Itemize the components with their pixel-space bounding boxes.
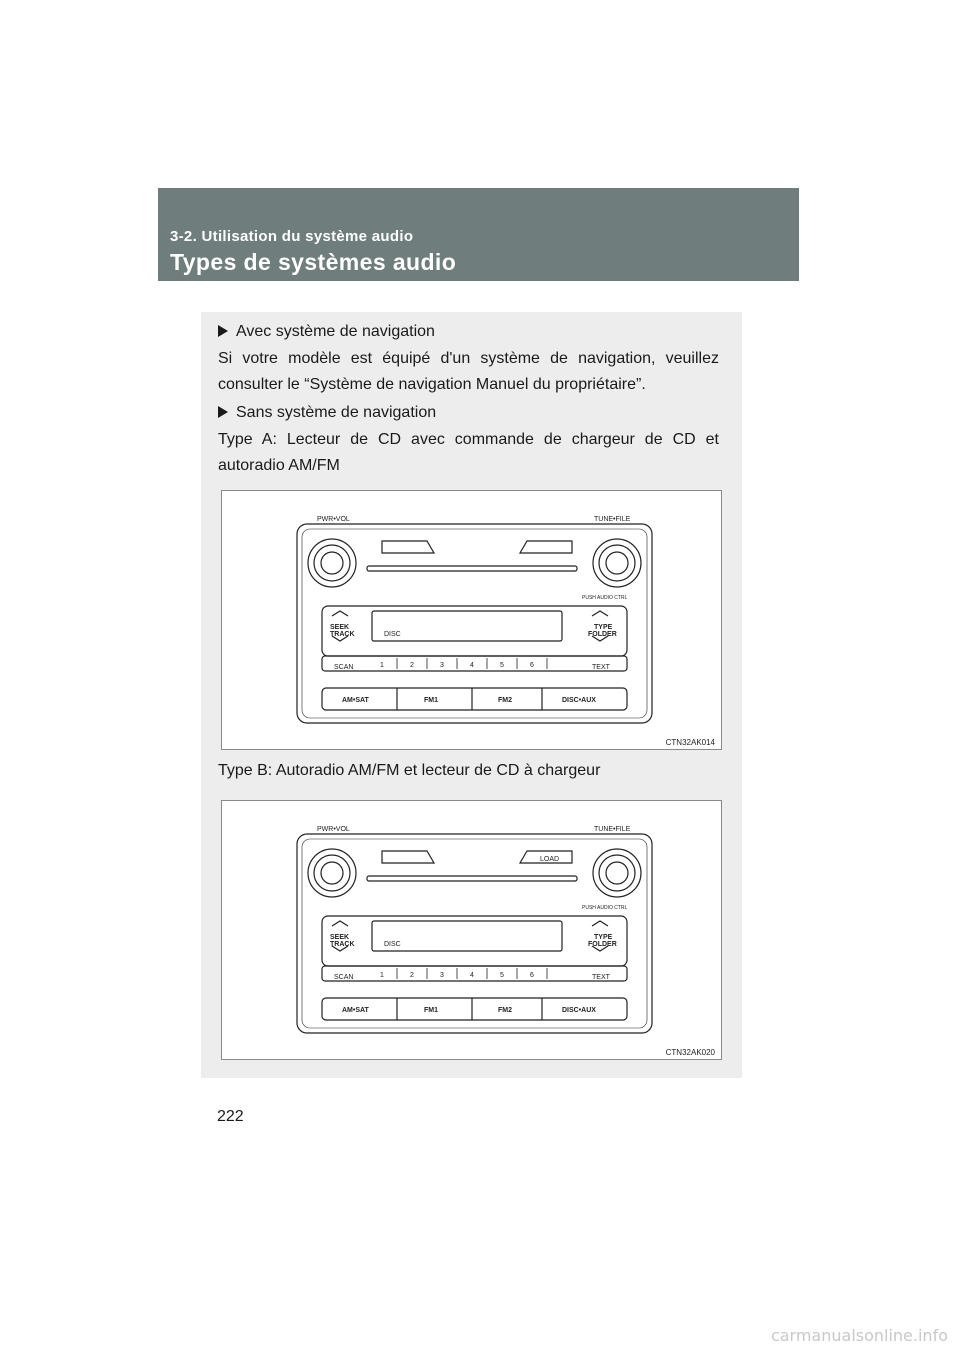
tune-file-label: TUNE•FILE (594, 826, 631, 833)
source-fm1[interactable]: FM1 (424, 697, 438, 704)
section-header (158, 188, 799, 281)
preset-5[interactable]: 5 (500, 972, 504, 979)
tune-file-label: TUNE•FILE (594, 516, 631, 523)
preset-4[interactable]: 4 (470, 662, 474, 669)
push-audio-ctrl-label: PUSH AUDIO CTRL (582, 595, 628, 601)
push-audio-ctrl-label: PUSH AUDIO CTRL (582, 905, 628, 911)
folder-label: FOLDER (588, 631, 617, 638)
scan-label: SCAN (334, 974, 354, 981)
type-label: TYPE (594, 934, 613, 941)
figure-type-b (221, 800, 722, 1060)
audio-unit-type-a-illustration (222, 491, 723, 751)
triangle-bullet-icon (218, 325, 228, 337)
preset-6[interactable]: 6 (530, 662, 534, 669)
source-am-sat[interactable]: AM•SAT (342, 697, 369, 704)
source-disc-aux[interactable]: DISC•AUX (562, 697, 596, 704)
paragraph-navigation: Si votre modèle est équipé d'un système de navigation, veuillez consulter le “Système de navigation Manuel du propriétaire”. (218, 350, 719, 393)
triangle-bullet-icon (218, 406, 228, 418)
scan-label: SCAN (334, 664, 354, 671)
watermark: carmanualsonline.info (770, 1326, 948, 1345)
type-label: TYPE (594, 624, 613, 631)
figure-type-a (221, 490, 722, 750)
text-label: TEXT (592, 664, 610, 671)
track-label: TRACK (330, 631, 355, 638)
disc-label: DISC (384, 631, 401, 638)
source-fm1[interactable]: FM1 (424, 1007, 438, 1014)
disc-label: DISC (384, 941, 401, 948)
text-label: TEXT (592, 974, 610, 981)
preset-1[interactable]: 1 (380, 972, 384, 979)
content-panel (201, 312, 742, 1078)
preset-4[interactable]: 4 (470, 972, 474, 979)
bullet-text: Avec système de navigation (236, 323, 435, 340)
page-title: Types de systèmes audio (170, 249, 457, 275)
preset-6[interactable]: 6 (530, 972, 534, 979)
preset-3[interactable]: 3 (440, 662, 444, 669)
paragraph-type-a: Type A: Lecteur de CD avec commande de chargeur de CD et autoradio AM/FM (218, 431, 719, 474)
page-number: 222 (217, 1108, 244, 1125)
folder-label: FOLDER (588, 941, 617, 948)
bullet-with-navigation (218, 319, 435, 345)
track-label: TRACK (330, 941, 355, 948)
preset-5[interactable]: 5 (500, 662, 504, 669)
seek-label: SEEK (330, 624, 350, 631)
source-am-sat[interactable]: AM•SAT (342, 1007, 369, 1014)
bullet-text: Sans système de navigation (236, 404, 437, 421)
pwr-vol-label: PWR•VOL (317, 826, 350, 833)
bullet-without-navigation (218, 400, 436, 426)
preset-2[interactable]: 2 (410, 972, 414, 979)
section-label: 3-2. Utilisation du système audio (170, 228, 414, 245)
audio-unit-type-b-illustration (222, 801, 723, 1061)
load-button-label[interactable]: LOAD (540, 856, 560, 863)
source-disc-aux[interactable]: DISC•AUX (562, 1007, 596, 1014)
source-fm2[interactable]: FM2 (498, 697, 512, 704)
preset-1[interactable]: 1 (380, 662, 384, 669)
figure-code: CTN32AK014 (665, 738, 715, 747)
preset-3[interactable]: 3 (440, 972, 444, 979)
paragraph-type-b: Type B: Autoradio AM/FM et lecteur de CD à chargeur (218, 762, 601, 779)
pwr-vol-label: PWR•VOL (317, 516, 350, 523)
preset-2[interactable]: 2 (410, 662, 414, 669)
figure-code: CTN32AK020 (665, 1048, 715, 1057)
source-fm2[interactable]: FM2 (498, 1007, 512, 1014)
seek-label: SEEK (330, 934, 350, 941)
